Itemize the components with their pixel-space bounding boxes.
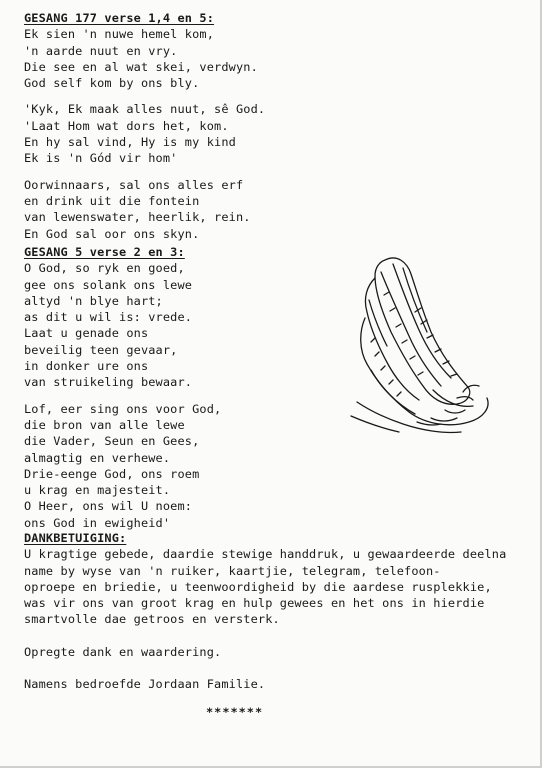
body-line: U kragtige gebede, daardie stewige handdruk, u gewaardeerde deelna (24, 547, 507, 562)
verse-line: as dit u wil is: vrede. (24, 310, 193, 325)
body-line: oproepe en briedie, u teenwoordigheid by die aardese rusplekkie, (24, 579, 492, 594)
verse-line: van struikeling bewaar. (24, 375, 193, 390)
acknowledgement-section (24, 530, 542, 692)
verse-line: die Vader, Seun en Gees, (24, 434, 200, 449)
hymn-5-verse-3 (24, 401, 221, 531)
verse-line: En hy sal vind, Hy is my kind (24, 135, 236, 150)
verse-line: En God sal oor ons skyn. (24, 226, 200, 241)
body-line: was vir ons van groot krag en hulp gewees en het ons in hierdie (24, 596, 485, 611)
verse-line: Oorwinnaars, sal ons alles erf (24, 177, 244, 192)
stanza-gap (24, 91, 265, 101)
hymn-5-section (24, 244, 221, 531)
verse-line: O Heer, ons wil U noem: (24, 499, 193, 514)
hymn-5-verse-2 (24, 260, 221, 390)
verse-line: Die see en al wat skei, verdwyn. (24, 59, 258, 74)
paragraph-gap (24, 660, 542, 676)
verse-line: almagtig en verhewe. (24, 450, 171, 465)
stanza-gap (24, 391, 221, 401)
stanza-gap (24, 167, 265, 177)
hymn-5-heading: GESANG 5 verse 2 en 3: (24, 245, 185, 259)
verse-line: ons God in ewigheid' (24, 515, 171, 530)
verse-line: O God, so ryk en goed, (24, 261, 185, 276)
verse-line: die bron van alle lewe (24, 417, 185, 432)
verse-line: 'Kyk, Ek maak alles nuut, sê God. (24, 102, 266, 117)
verse-line: Lof, eer sing ons voor God, (24, 401, 222, 416)
verse-line: Laat u genade ons (24, 326, 149, 341)
paragraph-gap (24, 628, 542, 644)
verse-line: in donker ure ons (24, 359, 149, 374)
closing-divider: ******* (206, 705, 264, 719)
verse-line: van lewenswater, heerlik, rein. (24, 210, 251, 225)
body-line: name by wyse van 'n ruiker, kaartjie, telegram, telefoon- (24, 563, 441, 578)
verse-line: beveilig teen gevaar, (24, 342, 178, 357)
closing-line: Opregte dank en waardering. (24, 644, 222, 659)
verse-line: u krag en majesteit. (24, 483, 171, 498)
acknowledgement-body (24, 546, 542, 627)
verse-line: gee ons solank ons lewe (24, 277, 193, 292)
hymn-177-verse-5 (24, 177, 265, 242)
praying-hands-illustration (345, 252, 495, 442)
hymn-177-heading: GESANG 177 verse 1,4 en 5: (24, 11, 215, 25)
hymn-177-verse-1 (24, 26, 265, 91)
acknowledgement-heading: DANKBETUIGING: (24, 531, 127, 545)
hymn-177-verse-4 (24, 101, 265, 166)
verse-line: Drie-eenge God, ons roem (24, 466, 200, 481)
body-line: smartvolle dae getroos en versterk. (24, 612, 280, 627)
verse-line: altyd 'n blye hart; (24, 293, 163, 308)
verse-line: God self kom by ons bly. (24, 76, 200, 91)
verse-line: 'Laat Hom wat dors het, kom. (24, 118, 229, 133)
verse-line: Ek is 'n Gód vir hom' (24, 151, 178, 166)
verse-line: en drink uit die fontein (24, 193, 200, 208)
hymn-177-section (24, 10, 265, 242)
signature-line: Namens bedroefde Jordaan Familie. (24, 677, 266, 692)
verse-line: 'n aarde nuut en vry. (24, 43, 178, 58)
verse-line: Ek sien 'n nuwe hemel kom, (24, 27, 215, 42)
